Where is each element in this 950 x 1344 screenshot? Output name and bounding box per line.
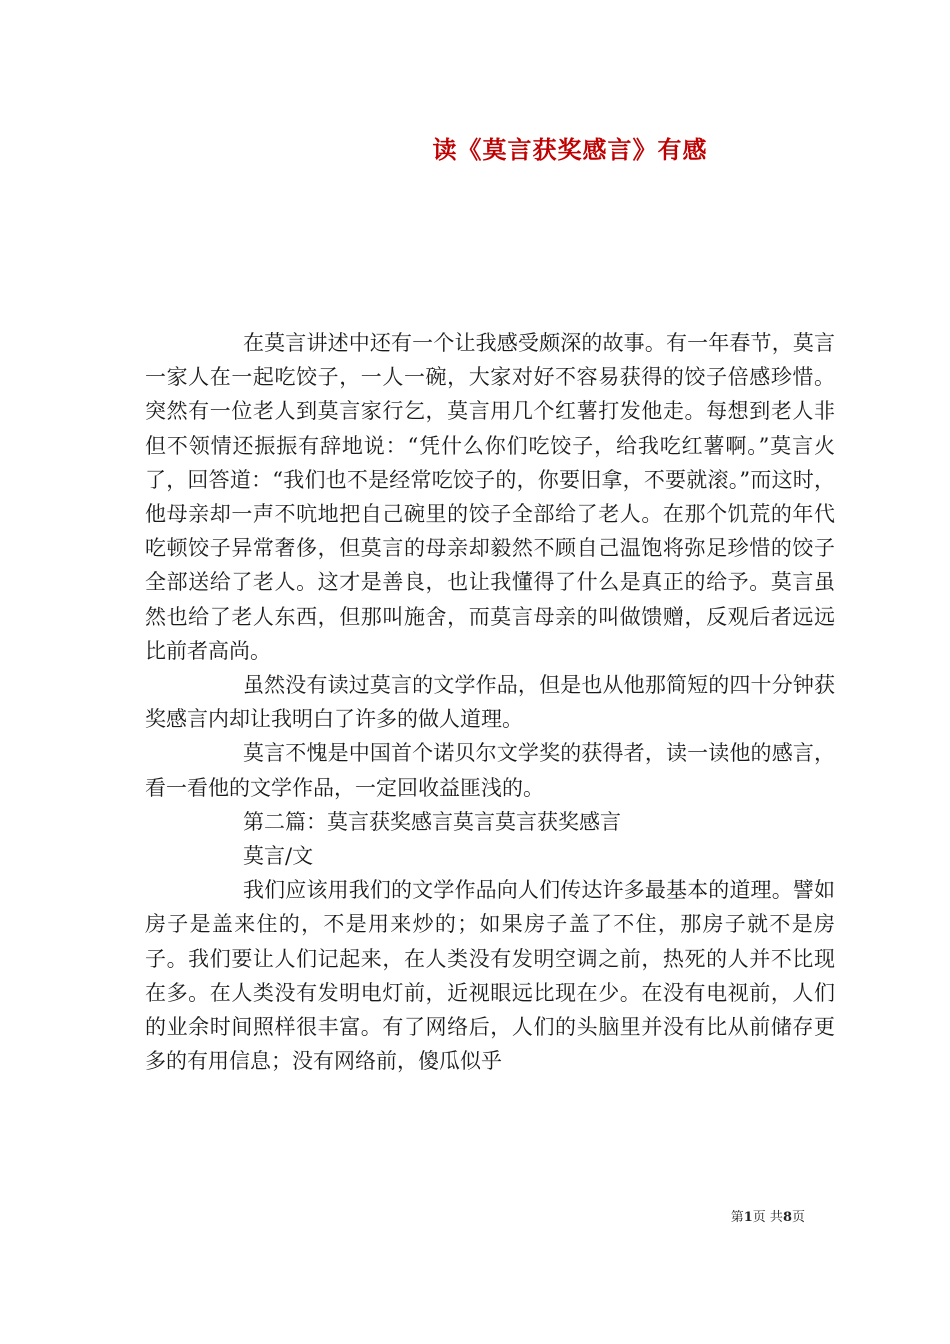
- author-line: 莫言/文: [243, 844, 314, 869]
- paragraph: 虽然没有读过莫言的文学作品，但是也从他那简短的四十分钟获奖感言内却让我明白了许多的做人道理。: [145, 673, 835, 732]
- total-page-count: 8: [782, 1210, 792, 1225]
- document-title: 读《莫言获奖感言》有感: [432, 135, 708, 164]
- paragraph: 我们应该用我们的文学作品向人们传达许多最基本的道理。譬如房子是盖来住的，不是用来炒的；如果房子盖了不住，那房子就不是房子。我们要让人们记起来，在人类没有发明空调之前，热死的人并不比现在多。在人类没有发明电灯前，近视眼远比现在少。在没有电视前，人们的业余时间照样很丰富。有了网络后，人们的头脑里并没有比从前储存更多的有用信息；没有网络前，傻瓜似乎: [145, 878, 835, 1074]
- footer-middle: 页 共: [752, 1210, 783, 1225]
- footer-prefix: 第: [730, 1210, 744, 1225]
- current-page-number: 1: [743, 1210, 753, 1225]
- document-body: [145, 326, 835, 1078]
- section-heading: 第二篇：莫言获奖感言莫言莫言获奖感言: [243, 809, 621, 834]
- paragraph: 在莫言讲述中还有一个让我感受颇深的故事。有一年春节，莫言一家人在一起吃饺子，一人一碗，大家对好不容易获得的饺子倍感珍惜。突然有一位老人到莫言家行乞，莫言用几个红薯打发他走。每想到老人非但不领情还振振有辞地说：“凭什么你们吃饺子，给我吃红薯啊。”莫言火了，回答道：“我们也不是经常吃饺子的，你要旧拿，不要就滚。”而这时，他母亲却一声不吭地把自己碗里的饺子全部给了老人。在那个饥荒的年代吃顿饺子异常奢侈，但莫言的母亲却毅然不顾自己温饱将弥足珍惜的饺子全部送给了老人。这才是善良，也让我懂得了什么是真正的给予。莫言虽然也给了老人东西，但那叫施舍，而莫言母亲的叫做馈赠，反观后者远远比前者高尚。: [145, 331, 835, 663]
- footer-suffix: 页: [791, 1210, 805, 1225]
- page-number-footer: [0, 1206, 950, 1225]
- paragraph: 莫言不愧是中国首个诺贝尔文学奖的获得者，读一读他的感言，看一看他的文学作品，一定回收益匪浅的。: [145, 741, 835, 800]
